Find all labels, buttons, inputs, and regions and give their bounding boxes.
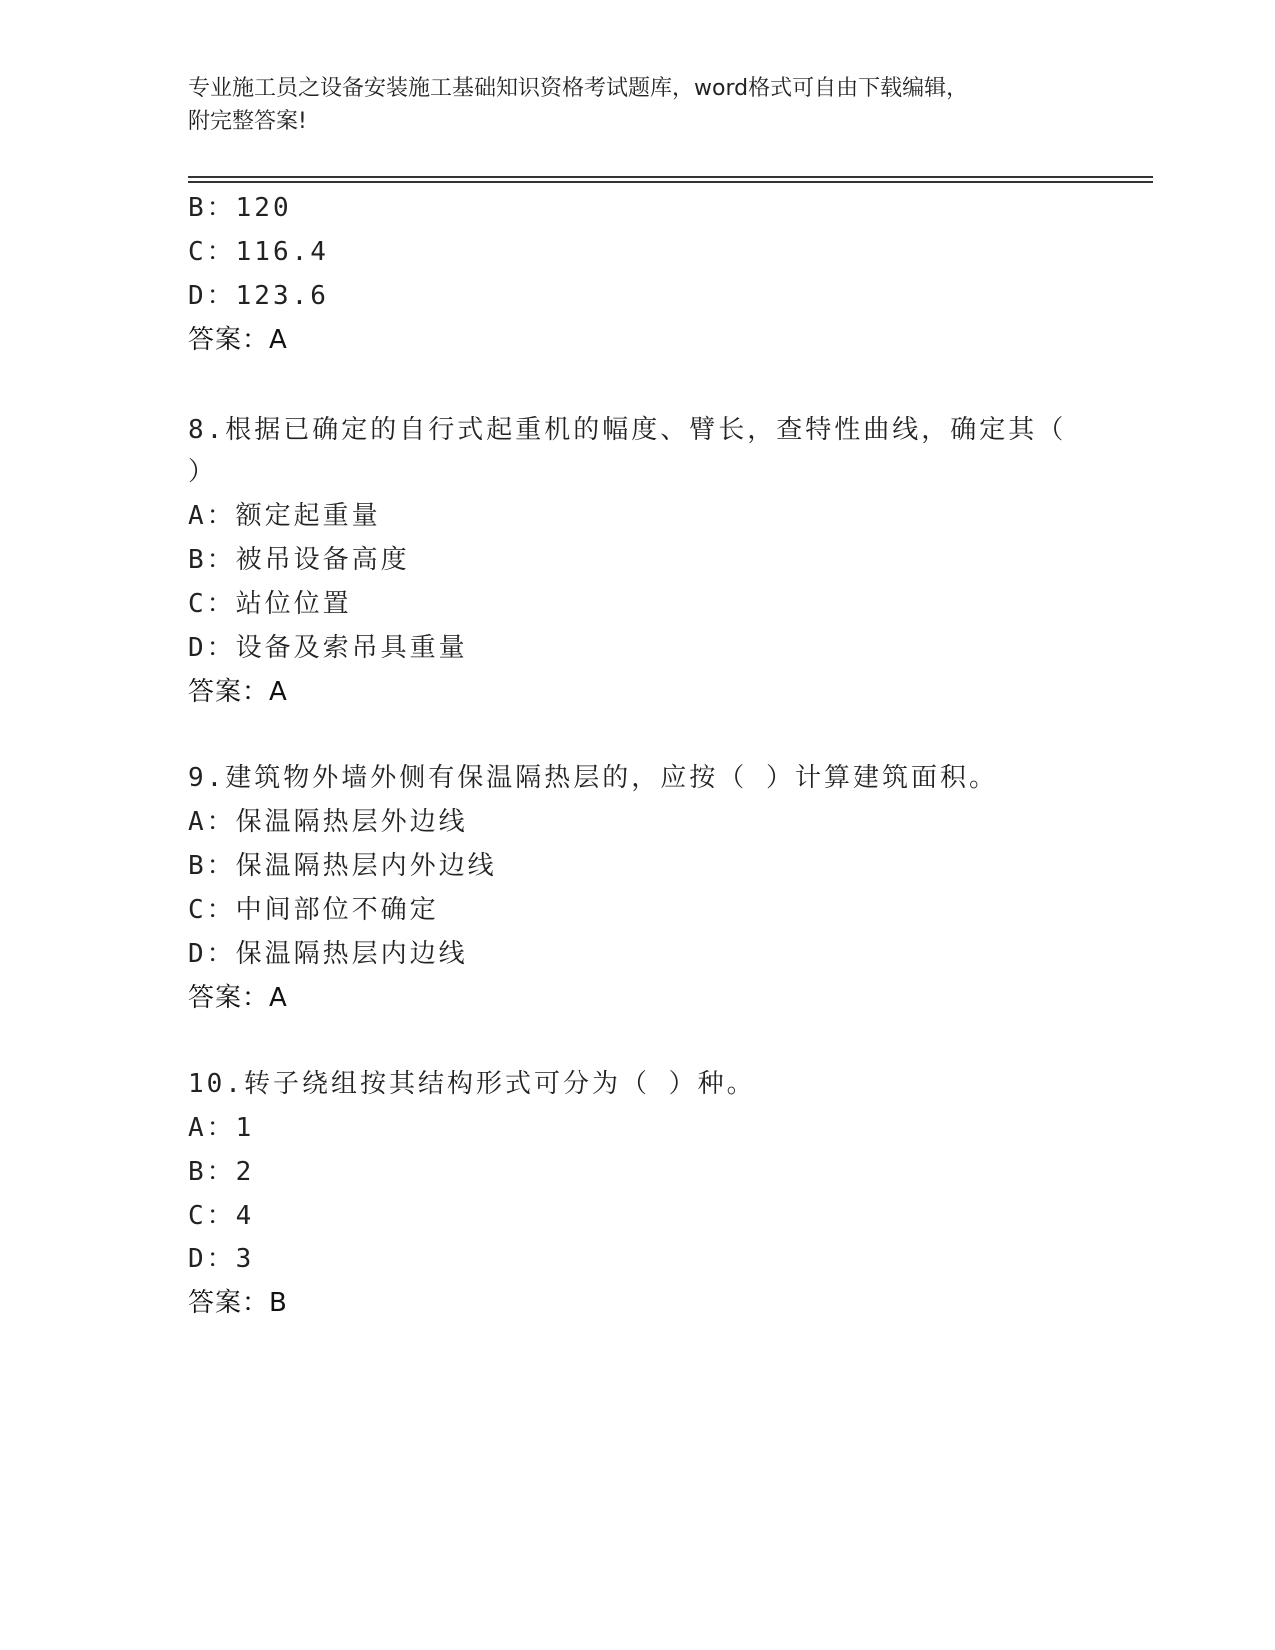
option-c: C：4 [188,1201,255,1231]
question-stem-continued: ） [188,457,218,487]
question-stem: 9.建筑物外墙外侧有保温隔热层的，应按（ ）计算建筑面积。 [188,763,998,793]
answer: 答案：A [188,983,288,1013]
option-b: B：被吊设备高度 [188,545,410,575]
option-b: B：2 [188,1157,255,1187]
option-a: A：1 [188,1113,255,1143]
question-stem: 10.转子绕组按其结构形式可分为（ ）种。 [188,1069,756,1099]
option-d: D：123.6 [188,281,329,311]
option-b: B：120 [188,193,292,223]
header-divider-top [188,176,1153,178]
document-header [188,72,1088,138]
option-d: D：保温隔热层内边线 [188,939,468,969]
option-d: D：设备及索吊具重量 [188,633,468,663]
header-divider-bottom [188,181,1153,183]
option-a: A：额定起重量 [188,501,381,531]
answer: 答案：A [188,325,288,355]
option-a: A：保温隔热层外边线 [188,807,468,837]
answer: 答案：A [188,677,288,707]
option-c: C：中间部位不确定 [188,895,439,925]
option-b: B：保温隔热层内外边线 [188,851,497,881]
option-c: C：站位位置 [188,589,352,619]
header-line-1: 专业施工员之设备安装施工基础知识资格考试题库，word格式可自由下载编辑， [188,76,969,101]
question-stem: 8.根据已确定的自行式起重机的幅度、臂长，查特性曲线，确定其（ [188,415,1067,445]
answer: 答案：B [188,1288,288,1318]
header-line-2: 附完整答案! [188,109,307,134]
option-d: D：3 [188,1244,255,1274]
option-c: C：116.4 [188,237,329,267]
